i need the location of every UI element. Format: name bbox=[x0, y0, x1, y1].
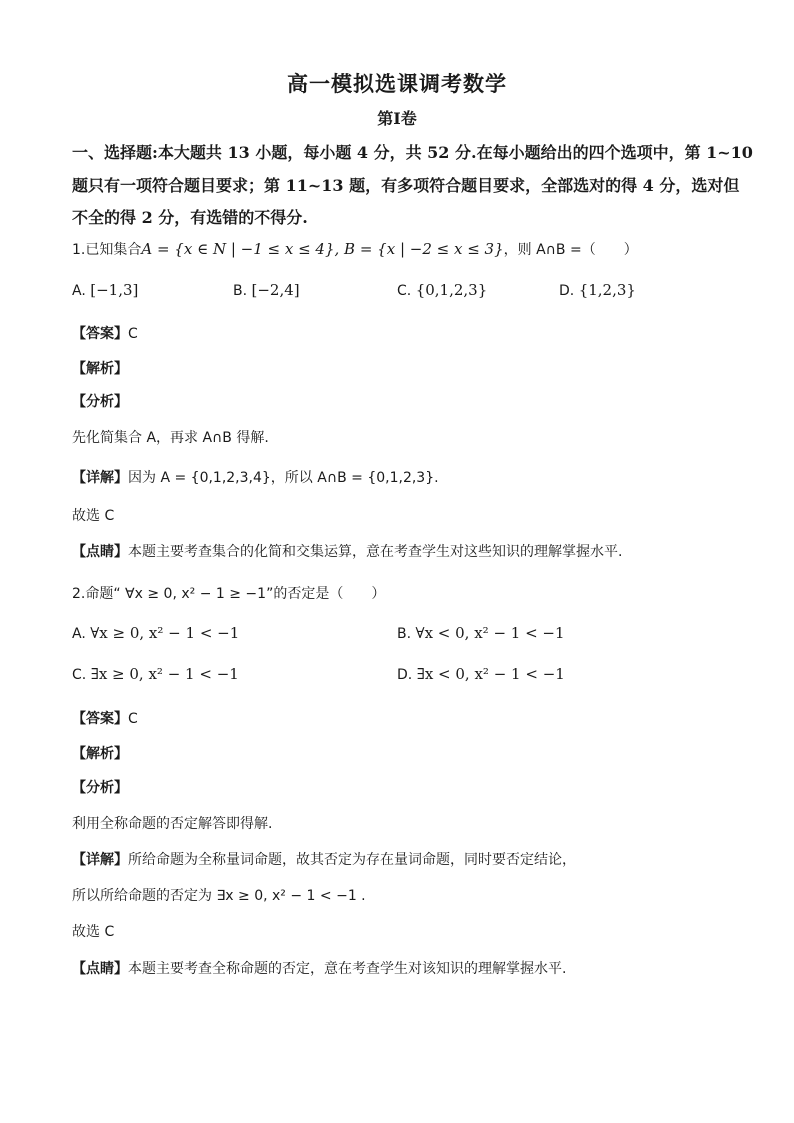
q2-dianjing: 【点睛】本题主要考查全称命题的否定，意在考查学生对该知识的理解掌握水平. bbox=[72, 961, 567, 977]
q2-option-b: B. ∀x < 0, x² − 1 < −1 bbox=[397, 624, 565, 642]
q2-answer: 【答案】C bbox=[72, 711, 138, 727]
q2-fenxi-tag: 【分析】 bbox=[72, 780, 128, 796]
q2-conclusion: 故选 C bbox=[72, 924, 115, 940]
q2-detail-2: 所以所给命题的否定为 ∃x ≥ 0, x² − 1 < −1 . bbox=[72, 888, 366, 904]
q1-option-c: C. {0,1,2,3} bbox=[397, 281, 488, 299]
question-1-stem bbox=[72, 239, 638, 259]
q1-jiexi: 【解析】 bbox=[72, 361, 128, 377]
question-2-stem: 2.命题“ ∀x ≥ 0, x² − 1 ≥ −1”的否定是（ ） bbox=[72, 586, 386, 602]
q2-detail: 【详解】所给命题为全称量词命题，故其否定为存在量词命题，同时要否定结论， bbox=[72, 852, 576, 868]
q1-conclusion: 故选 C bbox=[72, 508, 115, 524]
section-instructions-line-1: 一、选择题:本大题共 13 小题，每小题 4 分，共 52 分.在每小题给出的四个选项中，第 1~10 bbox=[72, 143, 753, 162]
q2-jiexi: 【解析】 bbox=[72, 746, 128, 762]
q1-fenxi: 先化简集合 A，再求 A∩B 得解. bbox=[72, 430, 269, 446]
q1-option-d: D. {1,2,3} bbox=[559, 281, 636, 299]
question-1-math: A = {x ∈ N | −1 ≤ x ≤ 4}, B = {x | −2 ≤ x ≤ 3} bbox=[141, 240, 504, 258]
page-title: 高一模拟选课调考数学 bbox=[287, 71, 507, 96]
section-instructions-line-2: 题只有一项符合题目要求；第 11~13 题，有多项符合题目要求，全部选对的得 4 分，选对但 bbox=[72, 176, 740, 195]
q1-answer: 【答案】C bbox=[72, 326, 138, 342]
q2-fenxi: 利用全称命题的否定解答即得解. bbox=[72, 816, 273, 832]
q2-option-c: C. ∃x ≥ 0, x² − 1 < −1 bbox=[72, 665, 239, 683]
q1-option-a: A. [−1,3] bbox=[72, 281, 139, 299]
q2-option-d: D. ∃x < 0, x² − 1 < −1 bbox=[397, 665, 565, 683]
q1-dianjing: 【点睛】本题主要考查集合的化简和交集运算，意在考查学生对这些知识的理解掌握水平. bbox=[72, 544, 623, 560]
question-1-prefix: 1.已知集合 bbox=[72, 242, 142, 258]
q1-fenxi-tag: 【分析】 bbox=[72, 394, 128, 410]
section-instructions-line-3: 不全的得 2 分，有选错的不得分. bbox=[72, 208, 308, 227]
volume-heading: 第Ⅰ卷 bbox=[377, 109, 417, 128]
q1-detail: 【详解】因为 A = {0,1,2,3,4}，所以 A∩B = {0,1,2,3}. bbox=[72, 470, 439, 486]
q1-option-b: B. [−2,4] bbox=[233, 281, 300, 299]
question-1-suffix: ，则 A∩B =（ ） bbox=[503, 242, 638, 258]
q2-option-a: A. ∀x ≥ 0, x² − 1 < −1 bbox=[72, 624, 240, 642]
